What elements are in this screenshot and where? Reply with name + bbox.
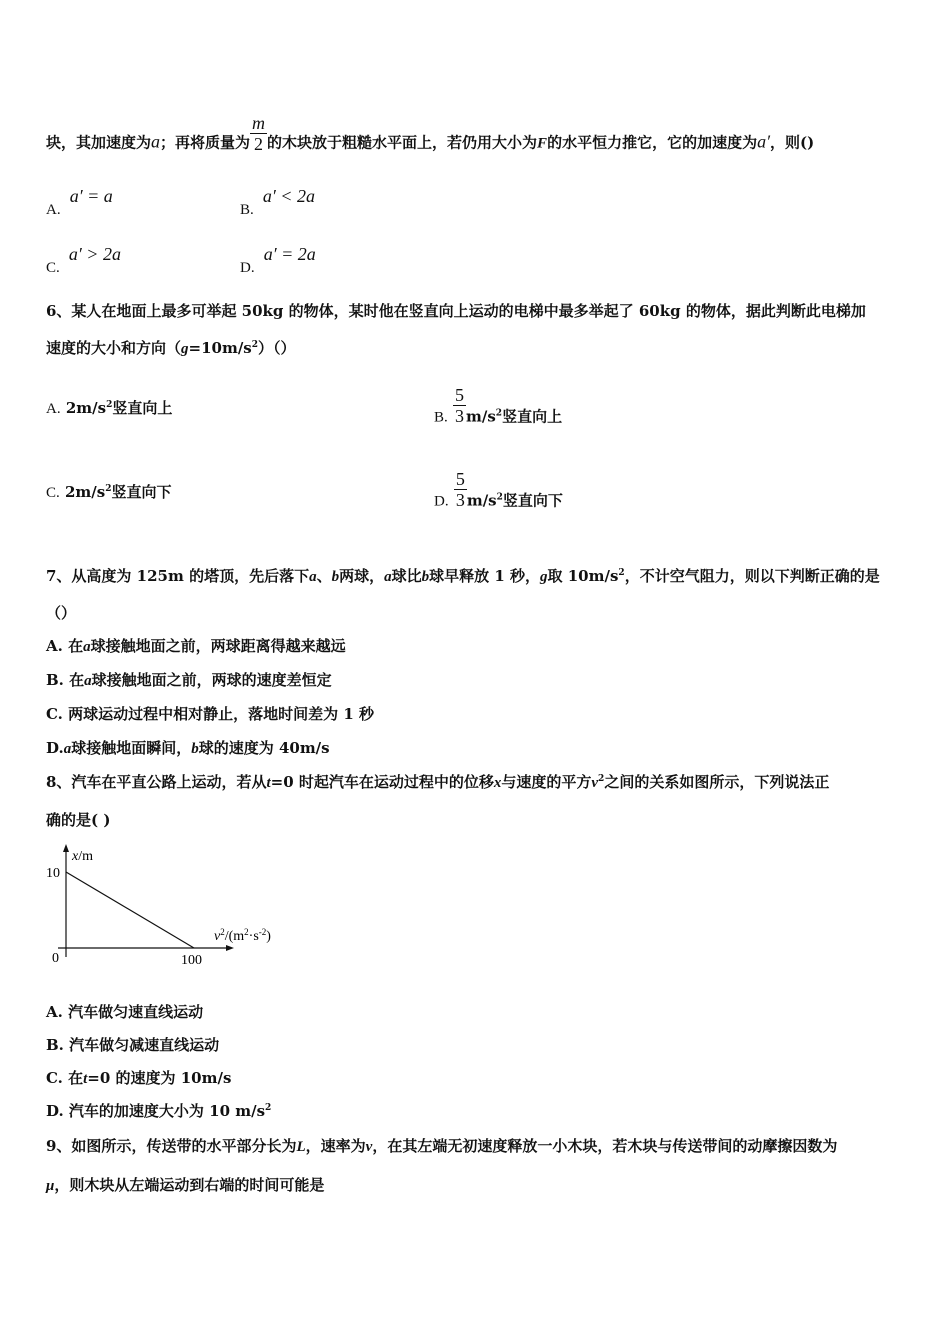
q8-option-a: A. 汽车做匀速直线运动: [46, 1003, 204, 1021]
q6-d-fraction: $\frac{5}{3}$: [455, 469, 465, 510]
q8-stem-line2: 确的是( ): [46, 811, 111, 829]
q5-option-a: A. a′ = a: [46, 186, 113, 218]
q5-option-c: C. a′ > 2a: [46, 244, 121, 276]
x-axis: [58, 945, 234, 951]
q9-stem-line1: 9、如图所示，传送带的水平部分长为L，速率为v，在其左端无初速度释放一小木块，若木块与传送带间的动摩擦因数为: [46, 1137, 838, 1155]
q5-var-a-prime: a′: [757, 131, 771, 152]
q8-option-d: D. 汽车的加速度大小为 10 $m/s^2$: [46, 1102, 272, 1120]
q5-text-4: 的水平恒力推它，它的加速度为: [547, 133, 758, 152]
q5-text-5: ，则(): [770, 133, 815, 152]
q7-stem-line1: 7、从高度为 125m 的塔顶，先后落下a、b两球，a球比b球早释放 1 秒，g取 $10m/s^2$，不计空气阻力，则以下判断正确的是: [46, 567, 880, 585]
q8-option-c: C. 在t=0 的速度为 10m/s: [46, 1069, 232, 1087]
q6-option-a: A. $2m/s^2$竖直向上: [46, 399, 173, 417]
q5-option-b: B. a′ < 2a: [240, 186, 315, 218]
q6-stem-line1: 6、某人在地面上最多可举起 50kg 的物体，某时他在竖直向上运动的电梯中最多举起了 60kg 的物体，据此判断此电梯加: [46, 302, 866, 320]
q9-stem-line2: μ，则木块从左端运动到右端的时间可能是: [46, 1176, 325, 1194]
q8-stem-line1: 8、汽车在平直公路上运动，若从t=0 时起汽车在运动过程中的位移x与速度的平方$v^2$之间的关系如图所示，下列说法正: [46, 773, 830, 791]
q6-option-b: B. $\frac{5}{3}$ $m/s^2$竖直向上: [434, 385, 563, 426]
q6-option-c: C. $2m/s^2$竖直向下: [46, 483, 172, 501]
q7-option-b: B. 在a球接触地面之前，两球的速度差恒定: [46, 671, 332, 689]
q6-b-fraction: $\frac{5}{3}$: [455, 385, 464, 426]
q5-text-3: 的木块放于粗糙水平面上，若仍用大小为: [267, 133, 538, 152]
q7-option-d: D.a球接触地面瞬间，b球的速度为 40m/s: [46, 739, 330, 757]
x-axis-label: $v^2/(m^2\cdot s^{-2})$: [214, 927, 271, 944]
q5-var-F: F: [537, 135, 548, 152]
q5-fraction: $\frac{m}{2}$: [252, 113, 266, 154]
origin-label: 0: [52, 951, 59, 966]
q7-option-c: C. 两球运动过程中相对静止，落地时间差为 1 秒: [46, 705, 375, 723]
q8-option-b: B. 汽车做匀减速直线运动: [46, 1036, 220, 1054]
q5-stem: [46, 113, 815, 164]
y-axis-label: x/m: [72, 849, 93, 864]
y-tick-label: 10: [46, 866, 60, 881]
q5-var-a: a: [151, 131, 161, 152]
q7-option-a: A. 在a球接触地面之前，两球距离得越来越远: [46, 637, 346, 655]
q6-stem-line2: 速度的大小和方向$(g=10m/s^2)()$: [46, 339, 296, 357]
y-axis: [63, 844, 69, 957]
q8-graph: [44, 842, 294, 972]
q5-option-d: D. a′ = 2a: [240, 244, 316, 276]
q7-stem-line2: （）: [46, 604, 77, 622]
q5-text-2: ；再将质量为: [160, 133, 251, 152]
data-line: [66, 872, 194, 948]
q6-option-d: D. $\frac{5}{3}$ $m/s^2$竖直向下: [434, 469, 563, 510]
x-tick-label: 100: [181, 953, 202, 968]
q5-text-1: 块，其加速度为: [46, 133, 152, 152]
